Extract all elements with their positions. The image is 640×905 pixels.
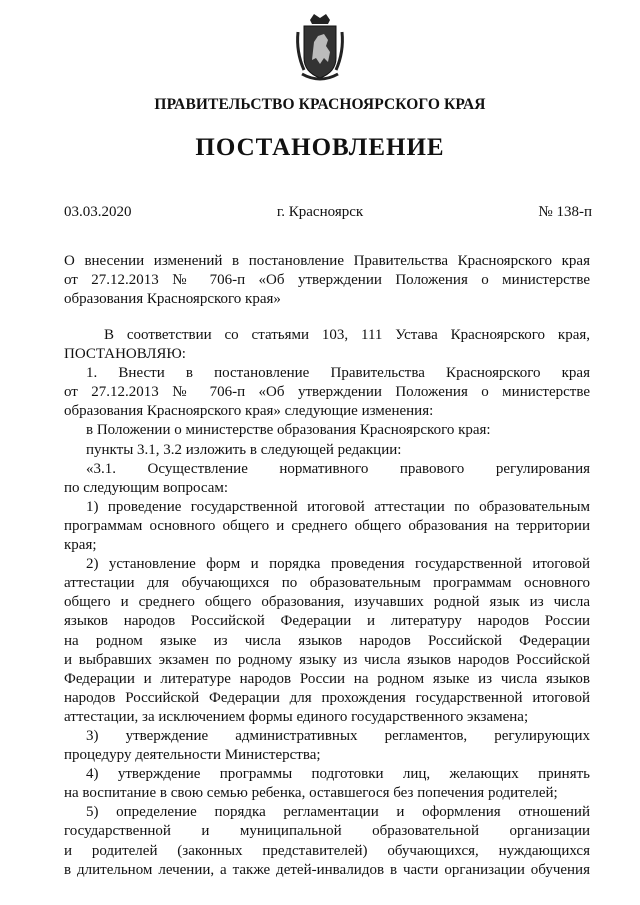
document-number: № 138-п [538, 204, 592, 220]
body-line: аттестации для обучающихся по образовательным программам основного [64, 575, 590, 592]
body-line: в длительном лечении, а также детей-инвалидов в части организации обучения [64, 861, 590, 878]
body-line: на воспитание в свою семью ребенка, оставшегося без попечения родителей; [64, 785, 558, 802]
government-name: ПРАВИТЕЛЬСТВО КРАСНОЯРСКОГО КРАЯ [154, 96, 486, 113]
body-line: процедуру деятельности Министерства; [64, 747, 321, 764]
document-type-title: ПОСТАНОВЛЕНИЕ [195, 134, 445, 161]
document-body [64, 326, 590, 880]
body-line: по следующим вопросам: [64, 479, 229, 496]
body-line: аттестации, за исключением формы единого государственного экзамена; [64, 708, 529, 725]
body-line: края; [64, 537, 97, 554]
body-line: 5) определение порядка регламентации и оформления отношений [86, 804, 590, 821]
document-date: 03.03.2020 [64, 204, 132, 220]
body-line: от 27.12.2013 № 706-п «Об утверждении Положения о министерстве [64, 384, 590, 401]
body-line: народов Российской Федерации для прохождения государственной итоговой [64, 689, 590, 706]
document-city: г. Красноярск [276, 204, 364, 220]
body-line: Федерации и литературе народов России на родном языке из числа языков [64, 670, 590, 687]
body-line: и родителей (законных представителей) обучающихся, нуждающихся [64, 842, 590, 859]
body-line: образования Красноярского края» следующие изменения: [64, 403, 434, 420]
subject-line: образования Красноярского края» [64, 291, 281, 307]
body-line: языков народов Российской Федерации и литературу народов России [64, 613, 590, 630]
subject-line: от 27.12.2013 № 706-п «Об утверждении Положения о министерстве [64, 272, 590, 288]
body-line: на родном языке из числа языков народов Российской Федерации [64, 632, 590, 649]
body-line: государственной и муниципальной образовательной организации [64, 823, 590, 840]
subject-line: О внесении изменений в постановление Правительства Красноярского края [64, 253, 590, 269]
body-line: программам основного общего и среднего общего образования на территории [64, 517, 590, 534]
body-line: «3.1. Осуществление нормативного правового регулирования [86, 460, 590, 477]
body-line: 4) утверждение программы подготовки лиц, желающих принять [86, 766, 590, 783]
body-line: 2) установление форм и порядка проведения государственной итоговой [86, 556, 590, 573]
body-line: пункты 3.1, 3.2 изложить в следующей редакции: [86, 441, 402, 458]
body-line: 3) утверждение административных регламентов, регулирующих [86, 727, 590, 744]
body-line: ПОСТАНОВЛЯЮ: [64, 346, 186, 363]
coat-of-arms-emblem [294, 12, 346, 82]
body-line: 1) проведение государственной итоговой аттестации по образовательным [86, 498, 590, 515]
body-line: В соответствии со статьями 103, 111 Устава Красноярского края, [104, 327, 590, 343]
body-line: 1. Внести в постановление Правительства Красноярского края [86, 365, 590, 382]
body-line: общего и среднего общего образования, изучавших родной язык из числа [64, 594, 590, 611]
body-line: и выбравших экзамен по родному языку из числа языков народов Российской [64, 651, 590, 668]
body-line: в Положении о министерстве образования Красноярского края: [86, 422, 491, 439]
document-subject [64, 252, 590, 309]
